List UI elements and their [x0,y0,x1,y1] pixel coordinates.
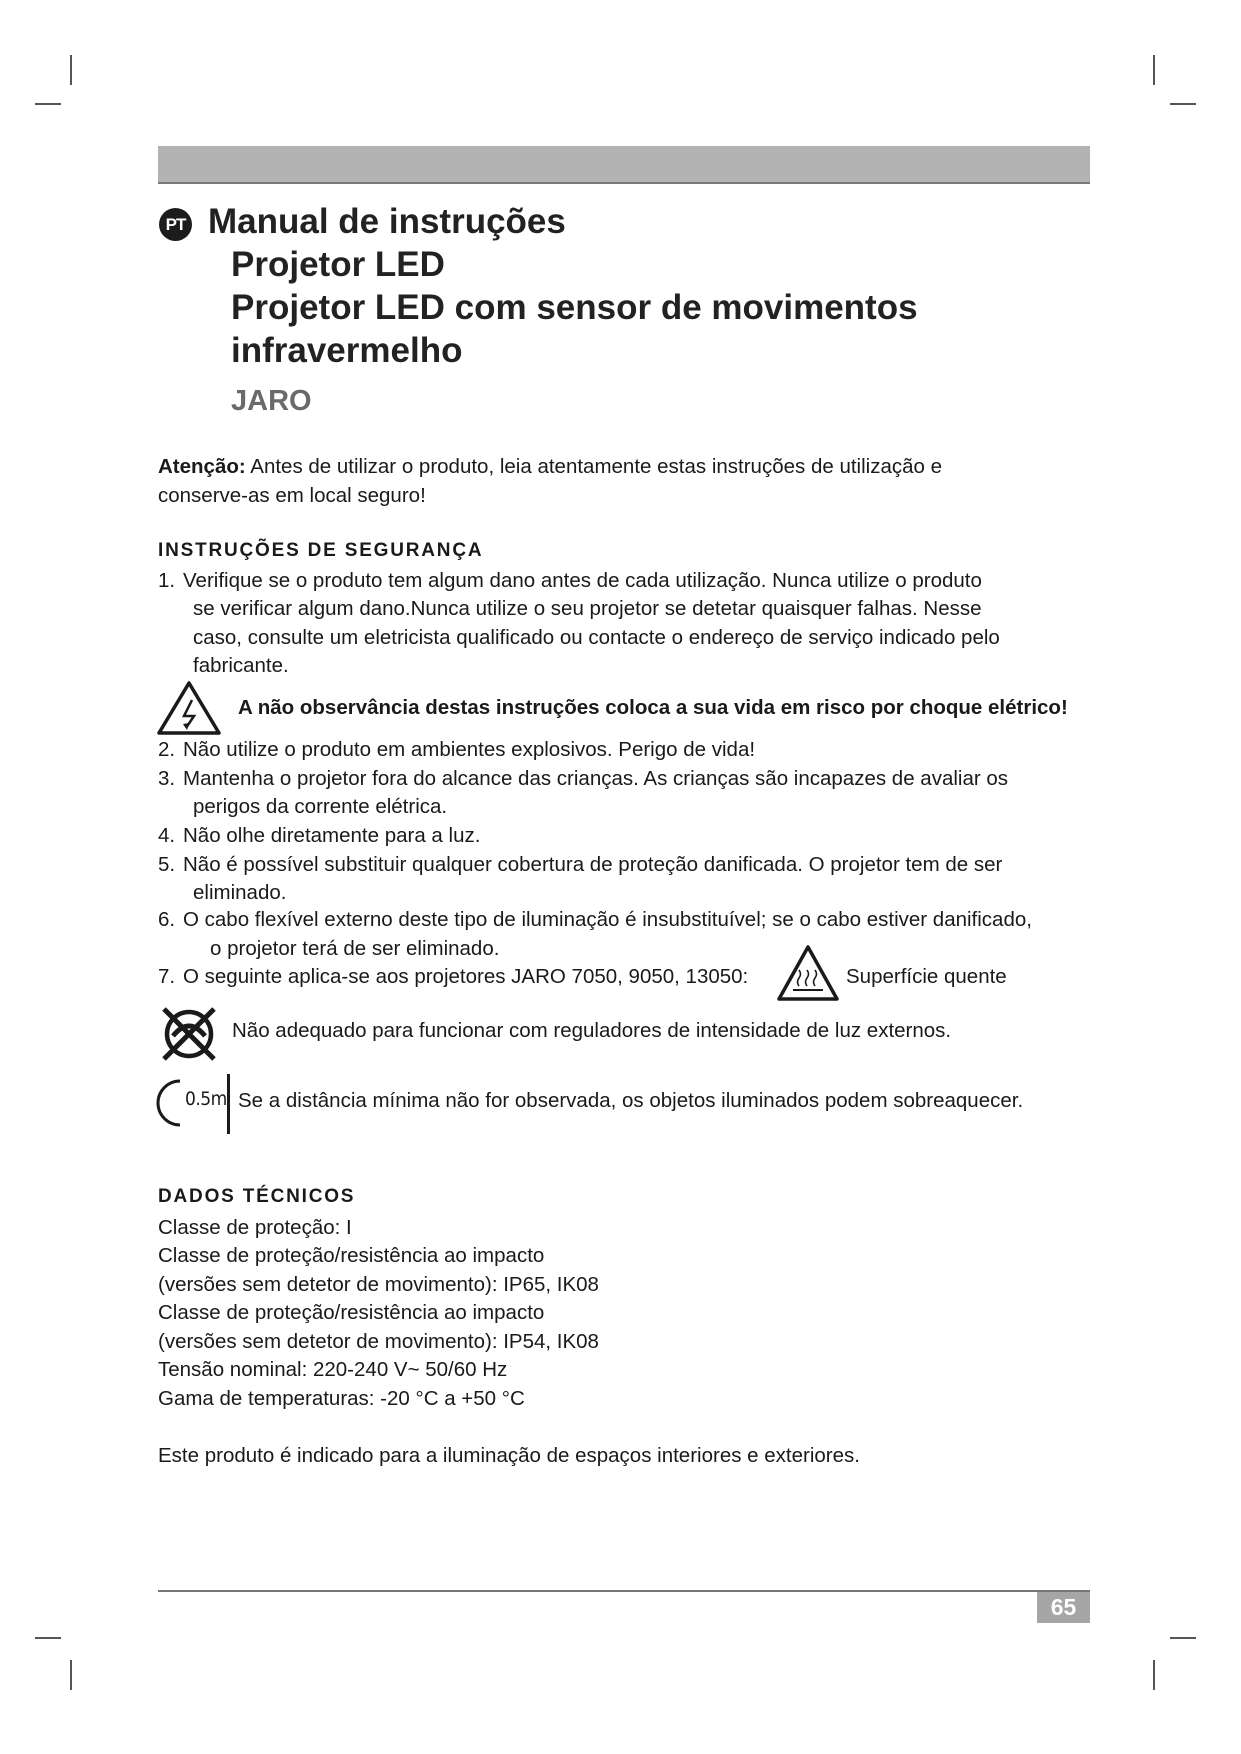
product-subtitle: Projetor LED com sensor de movimentos [231,288,918,327]
page-number: 65 [1037,1592,1090,1623]
footer-rule [158,1590,1090,1592]
attention-note [158,452,942,481]
crop-mark [1153,1660,1155,1690]
crop-mark [1170,103,1196,105]
language-badge: PT [159,208,192,241]
tech-line: Tensão nominal: 220-240 V~ 50/60 Hz [158,1358,508,1381]
list-item-number: 2. [158,738,176,761]
attention-text-cont: conserve-as em local seguro! [158,484,426,507]
electric-shock-warning-icon [156,680,222,736]
crop-mark [70,55,72,85]
tech-line: (versões sem detetor de movimento): IP65, IK08 [158,1273,599,1296]
tech-line: Classe de proteção/resistência ao impacto [158,1244,545,1267]
list-item: caso, consulte um eletricista qualificado ou contacte o endereço de serviço indicado pelo [193,626,1000,649]
model-name: JARO [231,385,312,417]
electric-warning-text: A não observância destas instruções coloca a sua vida em risco por choque elétrico! [238,696,1068,719]
safety-heading: INSTRUÇÕES DE SEGURANÇA [158,540,484,561]
minimum-distance-icon [156,1074,234,1134]
list-item: Não é possível substituir qualquer cobertura de proteção danificada. O projetor tem de ser [183,853,1003,876]
list-item: o projetor terá de ser eliminado. [210,937,500,960]
crop-mark [70,1660,72,1690]
list-item: Não utilize o produto em ambientes explosivos. Perigo de vida! [183,738,756,761]
attention-text: Antes de utilizar o produto, leia atentamente estas instruções de utilização e [245,455,942,478]
distance-note: Se a distância mínima não for observada, os objetos iluminados podem sobreaquecer. [238,1089,1024,1112]
hot-surface-warning-icon [776,944,840,1002]
list-item: se verificar algum dano.Nunca utilize o seu projetor se detetar quaisquer falhas. Nesse [193,597,982,620]
manual-title: Manual de instruções [208,202,566,241]
product-subtitle-cont: infravermelho [231,331,463,370]
hot-surface-label: Superfície quente [846,965,1007,988]
tech-line: Classe de proteção: I [158,1216,352,1239]
list-item: perigos da corrente elétrica. [193,795,448,818]
list-item-number: 7. [158,965,176,988]
list-item-number: 5. [158,853,176,876]
tech-heading: DADOS TÉCNICOS [158,1186,356,1207]
header-bar [158,146,1090,184]
dimmer-note: Não adequado para funcionar com reguladores de intensidade de luz externos. [232,1019,952,1042]
list-item-number: 3. [158,767,176,790]
list-item: eliminado. [193,881,287,904]
list-item-number: 6. [158,908,176,931]
list-item-number: 4. [158,824,176,847]
tech-line: Classe de proteção/resistência ao impacto [158,1301,545,1324]
list-item: Verifique se o produto tem algum dano antes de cada utilização. Nunca utilize o produto [183,569,982,592]
tech-line: (versões sem detetor de movimento): IP54, IK08 [158,1330,599,1353]
list-item: Não olhe diretamente para a luz. [183,824,481,847]
list-item: O cabo flexível externo deste tipo de iluminação é insubstituível; se o cabo estiver danificado, [183,908,1032,931]
crop-mark [35,103,61,105]
crop-mark [1153,55,1155,85]
attention-label: Atenção: [158,455,246,478]
no-dimmer-icon [156,1003,222,1065]
closing-statement: Este produto é indicado para a iluminação de espaços interiores e exteriores. [158,1444,860,1467]
tech-line: Gama de temperaturas: -20 °C a +50 °C [158,1387,525,1410]
crop-mark [1170,1637,1196,1639]
product-title: Projetor LED [231,245,445,284]
list-item: Mantenha o projetor fora do alcance das crianças. As crianças são incapazes de avaliar os [183,767,1009,790]
list-item-number: 1. [158,569,176,592]
distance-label: 0.5m [185,1088,227,1110]
crop-mark [35,1637,61,1639]
list-item: fabricante. [193,654,289,677]
list-item: O seguinte aplica-se aos projetores JARO 7050, 9050, 13050: [183,965,749,988]
